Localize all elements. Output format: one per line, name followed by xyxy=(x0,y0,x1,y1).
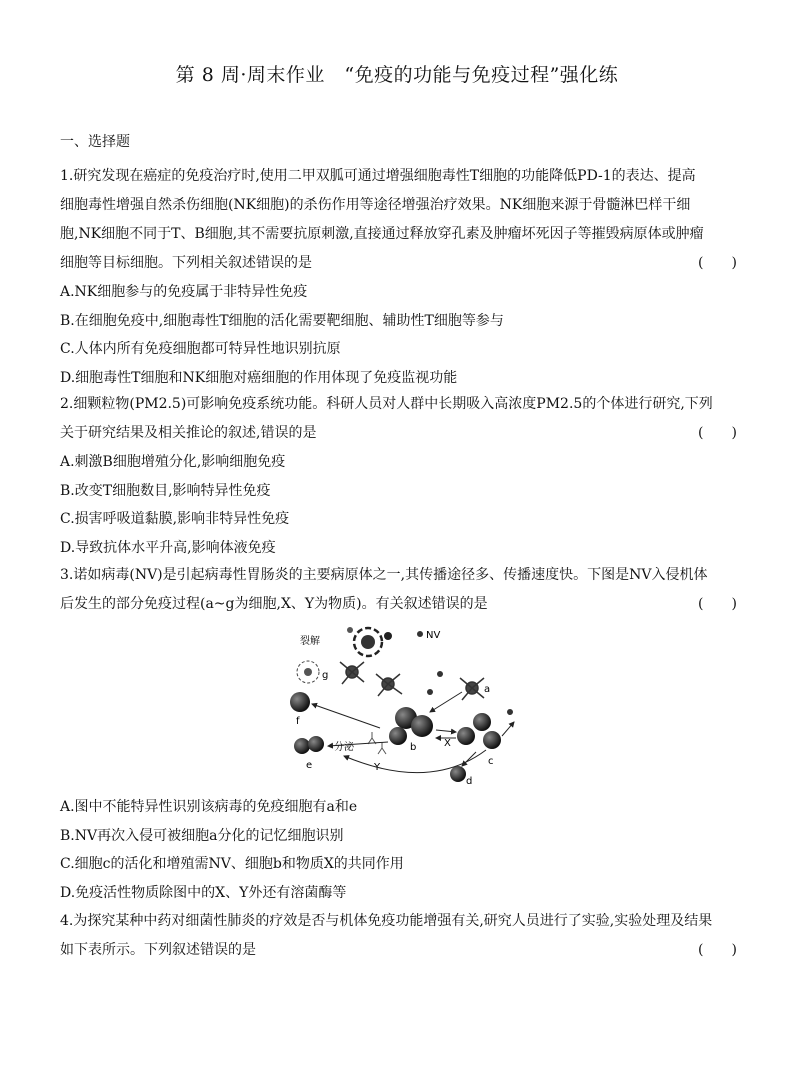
answer-paren: ( ) xyxy=(698,255,737,271)
label-nv: NV xyxy=(426,630,441,641)
option-c: C.损害呼吸道黏膜,影响非特异性免疫 xyxy=(60,511,290,527)
cell-d-icon xyxy=(450,766,466,782)
question-3-options xyxy=(60,793,740,907)
label-f: f xyxy=(296,716,300,727)
page-title: 第 8 周·周末作业 “免疫的功能与免疫过程”强化练 xyxy=(175,64,619,86)
label-x: X xyxy=(444,738,451,749)
question-text-line: 3.诺如病毒(NV)是引起病毒性胃肠炎的主要病原体之一,其传播途径多、传播速度快。下图是NV入侵机体 xyxy=(60,567,708,583)
question-text-line: 1.研究发现在癌症的免疫治疗时,使用二甲双胍可通过增强细胞毒性T细胞的功能降低PD-1的表达、提高 xyxy=(60,168,696,184)
question-text-line: 2.细颗粒物(PM2.5)可影响免疫系统功能。科研人员对人群中长期吸入高浓度PM2.5的个体进行研究,下列 xyxy=(60,396,713,412)
option-b: B.在细胞免疫中,细胞毒性T细胞的活化需要靶细胞、辅助性T细胞等参与 xyxy=(60,312,504,329)
question-text-line: 4.为探究某种中药对细菌性肺炎的疗效是否与机体免疫功能增强有关,研究人员进行了实验,实验处理及结果 xyxy=(60,913,713,929)
option-a: A.图中不能特异性识别该病毒的免疫细胞有a和e xyxy=(60,799,358,815)
option-d: D.免疫活性物质除图中的X、Y外还有溶菌酶等 xyxy=(60,884,347,901)
lysed-cell-icon xyxy=(347,627,392,656)
question-text-line: 细胞等目标细胞。下列相关叙述错误的是 ( ) xyxy=(60,249,740,278)
section-heading: 一、选择题 xyxy=(60,134,130,150)
cell-a-icon xyxy=(460,678,484,700)
question-text-line: 关于研究结果及相关推论的叙述,错误的是 ( ) xyxy=(60,419,740,448)
label-g: g xyxy=(322,670,329,681)
question-2 xyxy=(60,390,740,562)
label-a: a xyxy=(484,684,491,695)
label-secrete: 分泌 xyxy=(334,742,354,753)
option-c: C.人体内所有免疫细胞都可特异性地识别抗原 xyxy=(60,341,341,357)
label-d: d xyxy=(466,776,473,787)
cell-f-icon xyxy=(290,692,310,712)
virus-particle-icon xyxy=(417,631,423,637)
option-d: D.细胞毒性T细胞和NK细胞对癌细胞的作用体现了免疫监视功能 xyxy=(60,369,458,386)
label-b: b xyxy=(410,742,417,753)
label-e: e xyxy=(306,760,313,771)
option-b: B.NV再次入侵可被细胞a分化的记忆细胞识别 xyxy=(60,827,344,844)
question-text-line: 细胞毒性增强自然杀伤细胞(NK细胞)的杀伤作用等途径增强治疗效果。NK细胞来源于骨髓淋巴样干细 xyxy=(60,197,691,213)
option-d: D.导致抗体水平升高,影响体液免疫 xyxy=(60,539,276,556)
immune-process-figure xyxy=(280,622,540,792)
answer-paren: ( ) xyxy=(698,425,737,441)
cell-e-icon xyxy=(308,736,324,752)
question-text-line: 胞,NK细胞不同于T、B细胞,其不需要抗原刺激,直接通过释放穿孔素及肿瘤坏死因子等摧毁病原体或肿瘤 xyxy=(60,226,704,242)
label-y: Y xyxy=(374,762,381,773)
dendritic-cell-icon xyxy=(340,662,402,696)
answer-paren: ( ) xyxy=(698,596,737,612)
option-b: B.改变T细胞数目,影响特异性免疫 xyxy=(60,482,271,499)
label-c: c xyxy=(488,756,494,767)
option-a: A.NK细胞参与的免疫属于非特异性免疫 xyxy=(60,284,308,300)
question-3 xyxy=(60,561,740,619)
question-4 xyxy=(60,907,740,965)
question-text-line: 如下表所示。下列叙述错误的是 ( ) xyxy=(60,936,740,965)
answer-paren: ( ) xyxy=(698,942,737,958)
label-lysis: 裂解 xyxy=(300,636,320,647)
option-c: C.细胞c的活化和增殖需NV、细胞b和物质X的共同作用 xyxy=(60,856,404,872)
question-1 xyxy=(60,162,740,392)
cell-b-icon xyxy=(411,715,433,737)
cell-c-icon xyxy=(483,731,501,749)
question-text-line: 后发生的部分免疫过程(a~g为细胞,X、Y为物质)。有关叙述错误的是 ( ) xyxy=(60,590,740,619)
option-a: A.刺激B细胞增殖分化,影响细胞免疫 xyxy=(60,454,286,470)
